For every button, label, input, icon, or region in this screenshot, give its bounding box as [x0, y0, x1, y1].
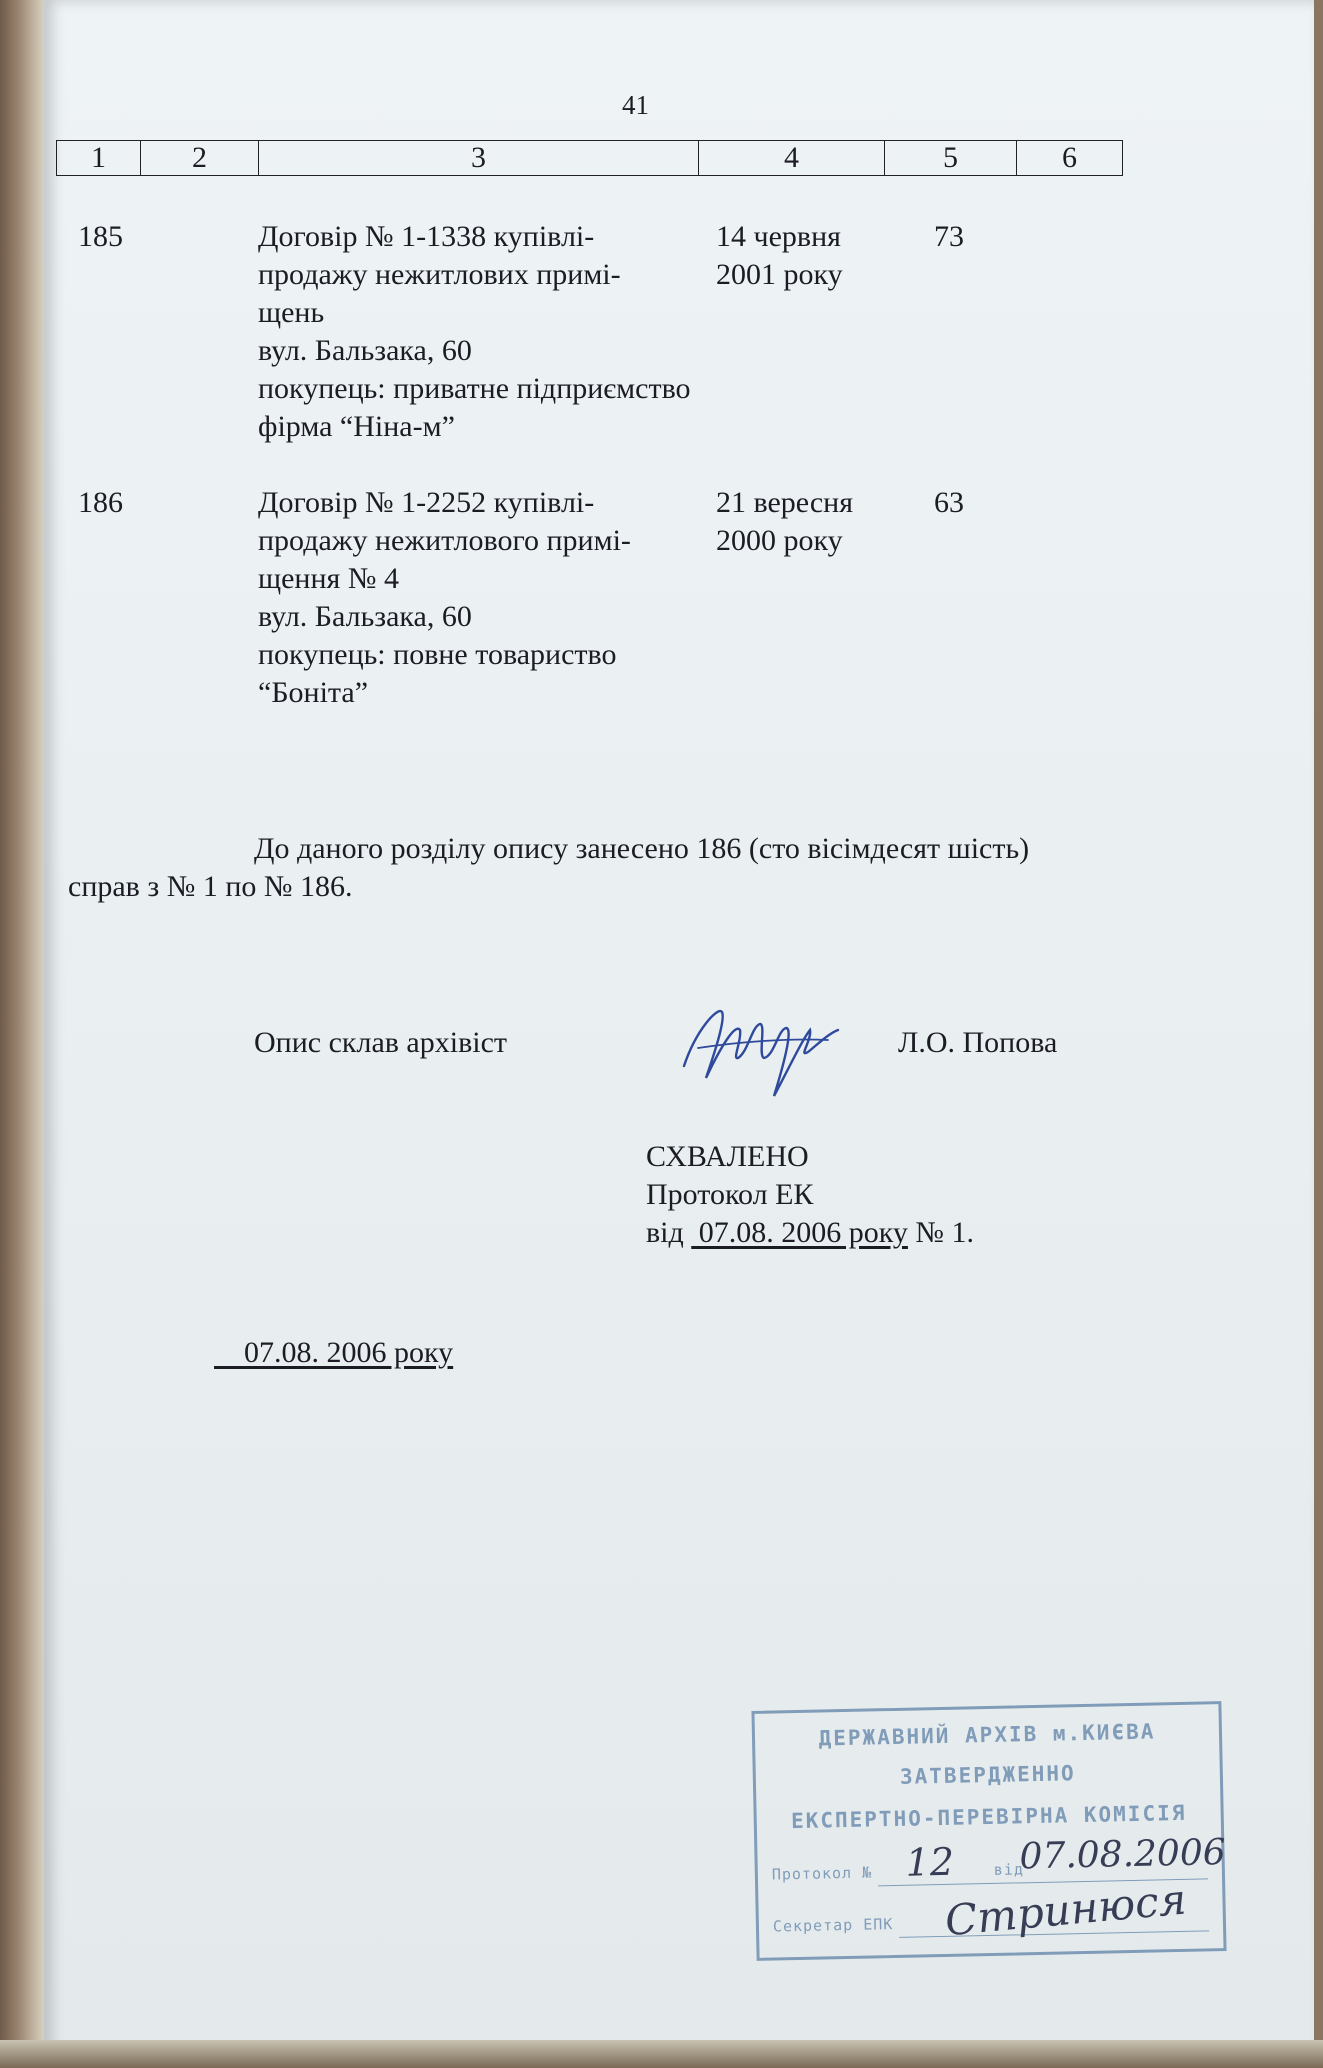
column-header-2: 2 — [141, 141, 259, 176]
stamp-secretary-signature: Стринюся — [942, 1874, 1189, 1946]
column-header-table — [56, 140, 1123, 176]
entry-pages: 73 — [934, 220, 964, 253]
bottom-date: 07.08. 2006 року — [214, 1336, 454, 1369]
entry-line: вул. Бальзака, 60 — [258, 600, 472, 633]
entry-date — [716, 484, 853, 560]
column-header-5: 5 — [885, 141, 1017, 176]
entry-description — [258, 484, 631, 712]
stamp-protocol-label: Протокол № — [771, 1863, 873, 1884]
archivist-signature — [678, 1000, 848, 1110]
column-header-1: 1 — [57, 141, 141, 176]
approval-title: СХВАЛЕНО — [646, 1140, 809, 1173]
stamp-protocol-number: 12 — [905, 1839, 955, 1885]
column-header-3: 3 — [259, 141, 699, 176]
entry-date-line: 14 червня — [716, 220, 841, 253]
entry-number: 186 — [78, 486, 123, 519]
entry-description — [258, 218, 691, 446]
entry-line: вул. Бальзака, 60 — [258, 334, 472, 367]
column-header-6: 6 — [1017, 141, 1123, 176]
compiler-name: Л.О. Попова — [898, 1026, 1058, 1059]
approval-block — [646, 1138, 974, 1252]
page-bottom-edge — [0, 2040, 1323, 2068]
stamp-date: 07.08.2006 — [1019, 1832, 1227, 1878]
entry-line: Договір № 1-2252 купівлі- — [258, 486, 595, 519]
entry-line: продажу нежитлового примі- — [258, 524, 631, 557]
stamp-line-3: ЕКСПЕРТНО-ПЕРЕВІРНА КОМІСІЯ — [790, 1800, 1187, 1834]
stamp-from-label: від — [993, 1860, 1025, 1879]
summary-line-2: справ з № 1 по № 186. — [68, 870, 353, 903]
stamp-line-2: ЗАТВЕРДЖЕННО — [899, 1761, 1076, 1789]
entry-number: 185 — [78, 220, 123, 253]
entry-line: покупець: приватне підприємство — [258, 372, 691, 405]
entry-date — [716, 218, 843, 294]
entry-line: “Боніта” — [258, 676, 369, 709]
stamp-secretary-label: Секретар ЕПК — [772, 1915, 894, 1936]
entry-line: щення № 4 — [258, 562, 399, 595]
entry-date-line: 2000 року — [716, 524, 843, 557]
archive-approval-stamp — [751, 1701, 1226, 1961]
column-header-4: 4 — [699, 141, 885, 176]
entry-date-line: 21 вересня — [716, 486, 854, 519]
page-number: 41 — [622, 90, 649, 120]
entry-date-line: 2001 року — [716, 258, 843, 291]
entry-line: Договір № 1-1338 купівлі- — [258, 220, 595, 253]
approval-date: 07.08. 2006 року — [691, 1216, 908, 1249]
entry-line: продажу нежитлових примі- — [258, 258, 621, 291]
entry-line: фірма “Ніна-м” — [258, 410, 455, 443]
entry-line: покупець: повне товариство — [258, 638, 617, 671]
entry-pages: 63 — [934, 486, 964, 519]
summary-line-1: До даного розділу опису занесено 186 (сто вісімдесят шість) — [254, 832, 1030, 865]
approval-from: від — [646, 1216, 692, 1249]
stamp-line-1: ДЕРЖАВНИЙ АРХІВ м.КИЄВА — [818, 1719, 1156, 1751]
approval-protocol: Протокол ЕК — [646, 1178, 814, 1211]
compiler-label: Опис склав архівіст — [254, 1026, 508, 1059]
approval-date-line — [646, 1214, 974, 1252]
approval-number: № 1. — [907, 1216, 975, 1249]
entry-line: щень — [258, 296, 325, 329]
